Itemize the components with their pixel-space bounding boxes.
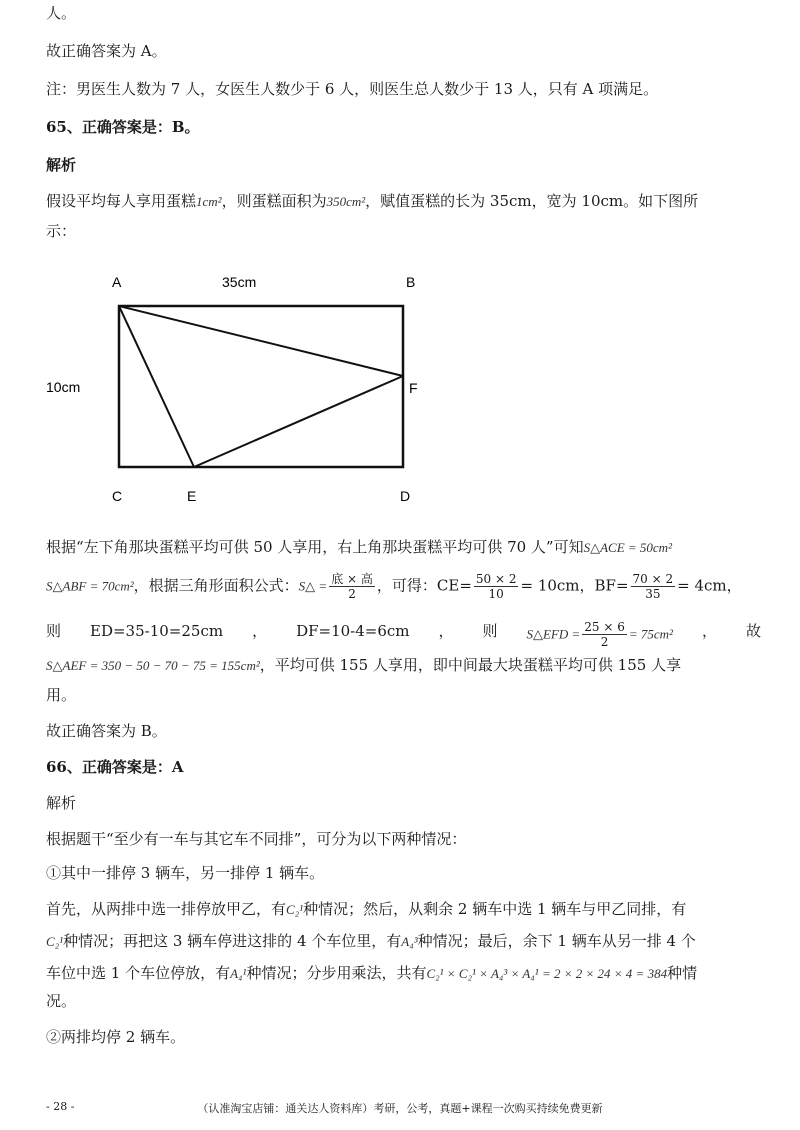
cake-rectangle-figure: [40, 268, 440, 508]
text-line: 人。: [46, 4, 77, 22]
label-width: 10cm: [46, 379, 81, 395]
label-c: C: [112, 488, 123, 504]
label-d: D: [400, 488, 411, 504]
fraction: $\frac{\text{底 × 高}}{2}$: [331, 572, 373, 601]
text-line: ①其中一排停 3 辆车，另一排停 1 辆车。: [46, 864, 325, 882]
label-a: A: [112, 274, 122, 290]
text-line: S△AEF = 350 − 50 − 70 − 75 = 155cm²，平均可供 155 人享用，即中间最大块蛋糕平均可供 155 人享: [46, 656, 682, 674]
label-e: E: [187, 488, 197, 504]
text-line: 假设平均每人享用蛋糕1cm²，则蛋糕面积为350cm²，赋值蛋糕的长为 35cm，宽为 10cm。如下图所: [46, 192, 699, 210]
segment-ae: [119, 306, 194, 467]
text-line: S△ABF = 70cm²，根据三角形面积公式：S△ = $\frac{\text{底 × 高}}{2}$ ，可得：CE= $\frac{50 \times 2}{10}$ = 10cm，BF= $\frac{70 \times 2}{35}$ = 4cm，: [46, 572, 742, 601]
fraction: $\frac{25 \times 6}{2}$: [584, 620, 625, 649]
text-line: 况。: [46, 992, 77, 1010]
text-line: ②两排均停 2 辆车。: [46, 1028, 186, 1046]
answer-heading-65: 65、正确答案是：B。: [46, 118, 200, 136]
page-number: - 28 -: [46, 1100, 75, 1113]
text-line: 根据“左下角那块蛋糕平均可供 50 人享用，右上角那块蛋糕平均可供 70 人”可知S△ACE = 50cm²: [46, 538, 672, 556]
label-length: 35cm: [222, 274, 257, 290]
segment-af: [119, 306, 403, 376]
text-line: 用。: [46, 686, 77, 704]
text-line: 首先，从两排中选一排停放甲乙，有C₂¹种情况；然后，从剩余 2 辆车中选 1 辆车与甲乙同排，有: [46, 900, 687, 918]
rectangle-abcd: [119, 306, 403, 467]
analysis-heading: 解析: [46, 794, 77, 812]
footer-text: （认准淘宝店铺：通关达人资料库）考研，公考，真题+课程一次购买持续免费更新: [197, 1102, 603, 1115]
fraction: $\frac{70 \times 2}{35}$: [632, 572, 674, 601]
text-line: 故正确答案为 B。: [46, 722, 167, 740]
analysis-heading: 解析: [46, 156, 77, 174]
text-line: 注：男医生人数为 7 人，女医生人数少于 6 人，则医生总人数少于 13 人，只有 A 项满足。: [46, 80, 659, 98]
text-line: 根据题干“至少有一车与其它车不同排”，可分为以下两种情况：: [46, 830, 467, 848]
text-line: C₂¹种情况；再把这 3 辆车停进这排的 4 个车位里，有A₄³种情况；最后，余下 1 辆车从另一排 4 个: [46, 932, 696, 950]
answer-heading-66: 66、正确答案是：A: [46, 758, 184, 776]
segment-ef: [194, 376, 403, 467]
label-f: F: [409, 380, 418, 396]
text-line: 车位中选 1 个车位停放，有A₄¹种情况；分步用乘法，共有C₂¹ × C₂¹ × A₄³ × A₄¹ = 2 × 2 × 24 × 4 = 384种情: [46, 964, 698, 982]
text-line: 故正确答案为 A。: [46, 42, 167, 60]
fraction: $\frac{50 \times 2}{10}$: [475, 572, 517, 601]
text-line: 示：: [46, 222, 77, 240]
label-b: B: [406, 274, 416, 290]
text-line: 则 ED=35-10=25cm ， DF=10-4=6cm ， 则 S△EFD = $\frac{25 \times 6}{2}$ = 75cm² ， 故: [46, 620, 761, 649]
